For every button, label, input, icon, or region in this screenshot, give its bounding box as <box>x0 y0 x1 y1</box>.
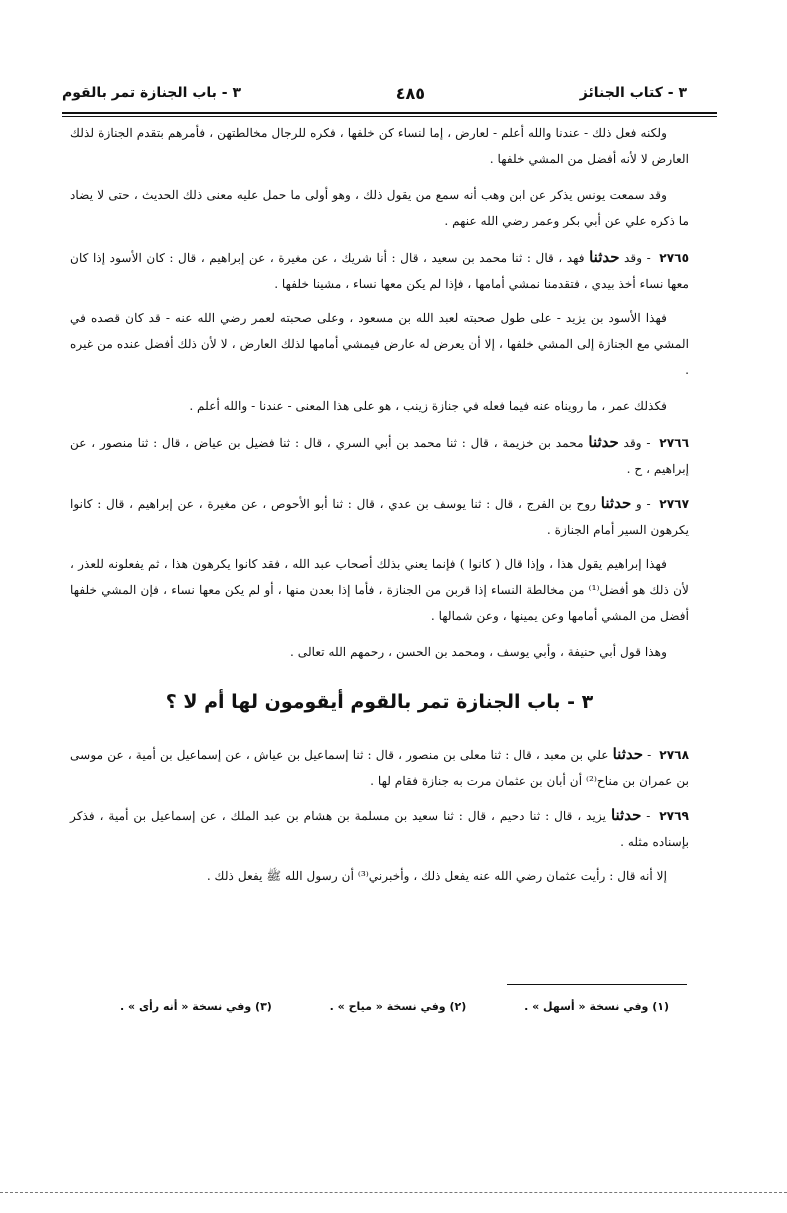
hadith-2766 <box>70 429 689 482</box>
hadith-number: ٢٧٦٧ <box>659 497 690 511</box>
haddathana-word: حدثنا <box>589 248 620 266</box>
hadith-number: ٢٧٦٩ <box>659 809 689 823</box>
hadith-text: محمد بن خزيمة ، قال : ثنا محمد بن أبي السري ، قال : ثنا فضيل بن عياض ، قال : ثنا منصور ، عن إبراهيم ، ح . <box>70 436 689 476</box>
haddathana-word: حدثنا <box>588 433 619 451</box>
hadith-number: ٢٧٦٨ <box>659 748 690 762</box>
hadith-prefix: - <box>646 809 651 823</box>
book-title: ٣ - كتاب الجنائز <box>579 85 687 101</box>
hadith-number: ٢٧٦٥ <box>659 251 690 265</box>
haddathana-word: حدثنا <box>610 806 642 824</box>
footnote-3: (٣) وفي نسخة « أنه رأى » . <box>120 1000 272 1013</box>
hadith-text: يزيد ، قال : ثنا دحيم ، قال : ثنا سعيد بن مسلمة بن هشام بن عبد الملك ، عن إسماعيل بن أمية ، فذكر بإسناده مثله . <box>70 809 689 849</box>
main-text <box>70 120 689 899</box>
hadith-2765 <box>70 244 689 297</box>
page-number: ٤٨٥ <box>395 83 426 103</box>
hadith-2767 <box>70 490 689 543</box>
hadith-prefix: - <box>647 748 652 762</box>
footnotes <box>120 1000 669 1013</box>
hadith-prefix: - وقد <box>624 251 651 265</box>
paragraph: فهذا الأسود بن يزيد - على طول صحبته لعبد الله بن مسعود ، وعلى صحبته لعمر رضي الله عنه - قد كان قصده في المشي مع الجنازة إلى المشي خلفها ، إلا أن يعرض له عارض فيمشي أمامها لذلك العارض ، لا لأن ذلك أفضل عنده من غيره . <box>70 311 689 377</box>
hadith-2768 <box>70 741 689 794</box>
footnote-rule <box>507 984 687 985</box>
hadith-text: روح بن الفرج ، قال : ثنا يوسف بن عدي ، قال : ثنا أبو الأحوص ، عن مغيرة ، عن إبراهيم ، قال : كانوا يكرهون السير أمام الجنازة . <box>70 497 689 537</box>
hadith-number: ٢٧٦٦ <box>659 436 690 450</box>
footnote-2: (٢) وفي نسخة « مياح » . <box>329 1000 467 1013</box>
chapter-title: ٣ - باب الجنازة تمر بالقوم <box>62 85 242 101</box>
closing-paragraph: إلا أنه قال : رأيت عثمان رضي الله عنه يفعل ذلك ، وأخبرني⁽³⁾ أن رسول الله ﷺ يفعل ذلك . <box>206 869 667 883</box>
paragraph: وهذا قول أبي حنيفة ، وأبي يوسف ، ومحمد بن الحسن ، رحمهم الله تعالى . <box>290 645 667 659</box>
paragraph: ولكنه فعل ذلك - عندنا والله أعلم - لعارض ، إما لنساء كن خلفها ، فكره للرجال مخالطتهن ، فأمرهم بتقدم الجنازة لذلك العارض لا لأنه أفضل من المشي خلفها . <box>70 126 689 166</box>
hadith-text: فهد ، قال : ثنا محمد بن سعيد ، قال : أنا شريك ، عن مغيرة ، عن إبراهيم ، قال : كان الأسود إذا كان معها نساء أخذ بيدي ، فتقدمنا نمشي أمامها ، فإذا لم يكن معها نساء ، مشينا خلفها . <box>70 251 689 291</box>
hadith-prefix: - و <box>635 497 651 511</box>
haddathana-word: حدثنا <box>612 745 644 763</box>
hadith-prefix: - وقد <box>623 436 651 450</box>
chapter-heading: ٣ - باب الجنازة تمر بالقوم أيقومون لها أم لا ؟ <box>165 691 594 713</box>
paragraph: وقد سمعت يونس يذكر عن ابن وهب أنه سمع من يقول ذلك ، وهو أولى ما حمل عليه معنى ذلك الحديث ، حتى لا يضاد ما ذكره علي عن أبي بكر وعمر رضي الله عنهم . <box>70 188 689 228</box>
hadith-text: علي بن معبد ، قال : ثنا معلى بن منصور ، قال : ثنا إسماعيل بن عياش ، عن إسماعيل بن أمية ، عن موسى بن عمران بن مناح⁽²⁾ أن أبان بن عثمان مرت به جنازة فقام لها . <box>70 748 689 788</box>
scan-edge-divider <box>0 1192 787 1193</box>
paragraph: فهذا إبراهيم يقول هذا ، وإذا قال ( كانوا ) فإنما يعني بذلك أصحاب عبد الله ، فقد كانوا يكرهون هذا ، ثم يفعلونه للعذر ، لأن ذلك هو أفضل⁽¹⁾ من مخالطة النساء إذا قربن من الجنازة ، فأما إذا بعدن منها ، أو لم يكن معها نساء ، فإن المشي خلفها أفضل من المشي أمامها وعن يمينها ، وعن شمالها . <box>70 557 689 623</box>
header-rule <box>62 112 717 117</box>
paragraph: فكذلك عمر ، ما رويناه عنه فيما فعله في جنازة زينب ، هو على هذا المعنى - عندنا - والله أعلم . <box>189 399 667 413</box>
hadith-2769 <box>70 802 689 855</box>
haddathana-word: حدثنا <box>600 494 632 512</box>
footnote-1: (١) وفي نسخة « أسهل » . <box>524 1000 669 1013</box>
running-header <box>62 78 687 108</box>
